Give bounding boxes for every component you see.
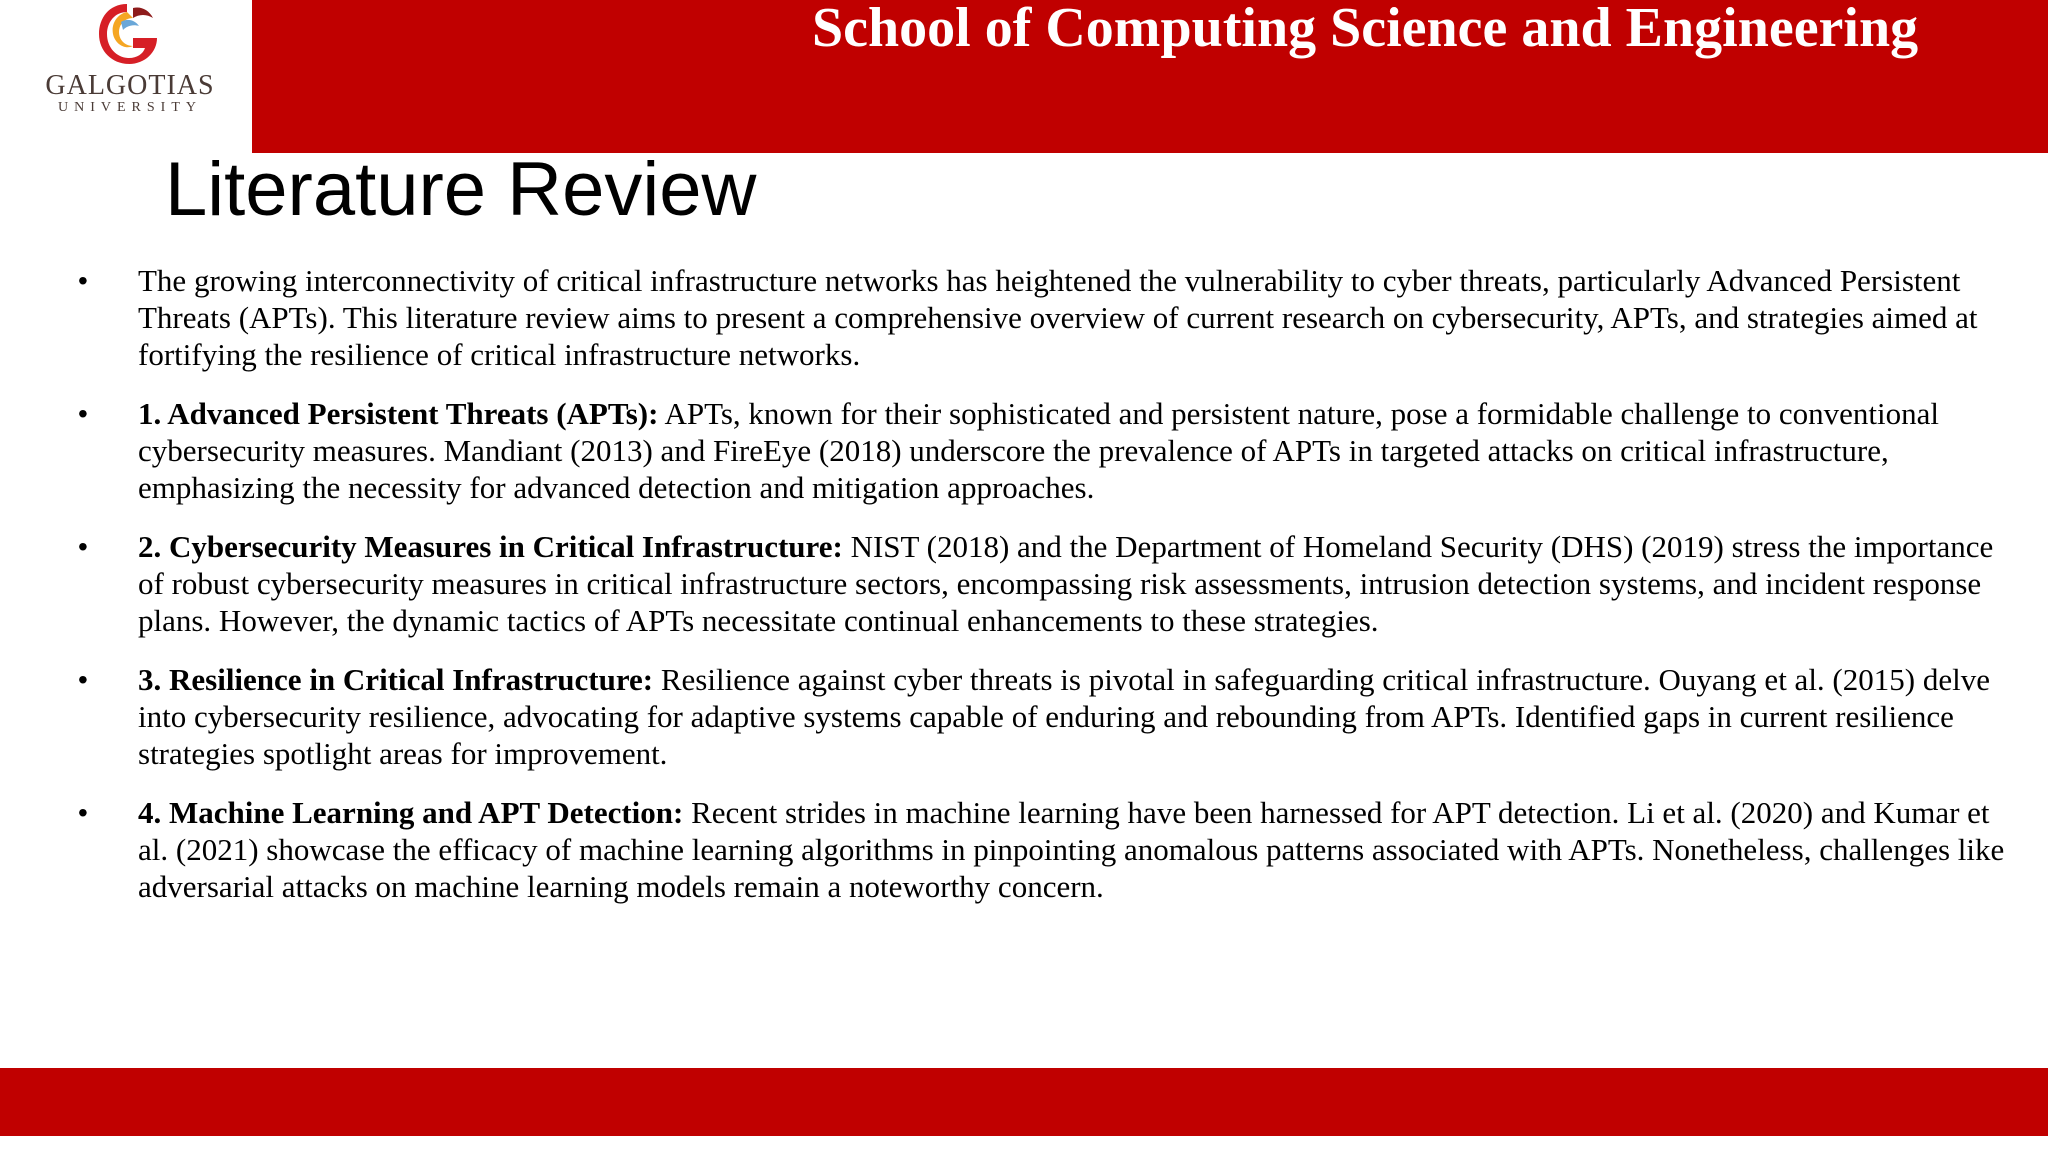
- bullet-marker: •: [78, 531, 88, 562]
- bullet-item: [78, 528, 2018, 639]
- university-logo: [40, 0, 220, 120]
- bullet-item: [78, 794, 2018, 905]
- bullet-marker: •: [78, 664, 88, 695]
- bullet-heading: 3. Resilience in Critical Infrastructure:: [138, 662, 654, 697]
- bullet-text: NIST (2018) and the Department of Homeland Security (DHS) (2019) stress the importance of robust cybersecurity measures in critical infrastructure sectors, encompassing risk assessments, intrusion detection systems, and incident response plans. However, the dynamic tactics of APTs necessitate continual enhancements to these strategies.: [138, 529, 1994, 638]
- bullet-list: [78, 262, 2018, 927]
- bullet-text: The growing interconnectivity of critical infrastructure networks has heightened the vulnerability to cyber threats, particularly Advanced Persistent Threats (APTs). This literature review aims to present a comprehensive overview of current research on cybersecurity, APTs, and strategies aimed at fortifying the resilience of critical infrastructure networks.: [138, 263, 1978, 372]
- bullet-text: Resilience against cyber threats is pivotal in safeguarding critical infrastructure. Ouyang et al. (2015) delve into cybersecurity resilience, advocating for adaptive systems capable of enduring and rebounding from APTs. Identified gaps in current resilience strategies spotlight areas for improvement.: [138, 662, 1990, 771]
- logo-name: GALGOTIAS: [45, 70, 215, 101]
- header-band: [252, 0, 2048, 153]
- bullet-marker: •: [78, 265, 88, 296]
- header-title: School of Computing Science and Engineering: [812, 0, 1919, 59]
- bullet-marker: •: [78, 398, 88, 429]
- bullet-heading: 2. Cybersecurity Measures in Critical Infrastructure:: [138, 529, 843, 564]
- bullet-item: [78, 262, 2018, 373]
- bullet-heading: 4. Machine Learning and APT Detection:: [138, 795, 684, 830]
- slide-title: Literature Review: [165, 147, 757, 232]
- bullet-heading: 1. Advanced Persistent Threats (APTs):: [138, 396, 659, 431]
- bullet-item: [78, 395, 2018, 506]
- footer-band: [0, 1068, 2048, 1136]
- bullet-text: APTs, known for their sophisticated and persistent nature, pose a formidable challenge to conventional cybersecurity measures. Mandiant (2013) and FireEye (2018) underscore the prevalence of APTs in targeted attacks on critical infrastructure, emphasizing the necessity for advanced detection and mitigation approaches.: [138, 396, 1939, 505]
- bullet-item: [78, 661, 2018, 772]
- bullet-marker: •: [78, 797, 88, 828]
- logo-subtitle: UNIVERSITY: [58, 100, 202, 115]
- bullet-text: Recent strides in machine learning have been harnessed for APT detection. Li et al. (2020) and Kumar et al. (2021) showcase the efficacy of machine learning algorithms in pinpointing anomalous patterns associated with APTs. Nonetheless, challenges like adversarial attacks on machine learning models remain a noteworthy concern.: [138, 795, 2005, 904]
- galgotias-logo-icon: [87, 0, 167, 70]
